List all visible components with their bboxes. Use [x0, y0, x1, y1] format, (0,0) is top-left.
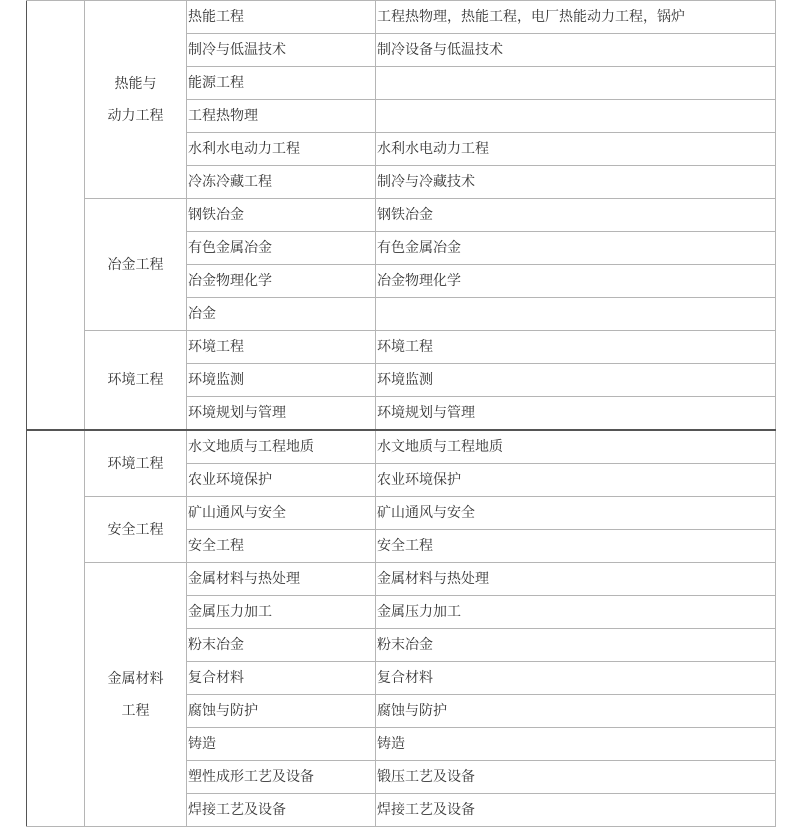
major-cell: 水利水电动力工程: [187, 133, 376, 166]
group-label-line: 热能与: [114, 75, 157, 92]
group-cell: 环境工程: [85, 331, 187, 431]
major-cell: 制冷与低温技术: [187, 34, 376, 67]
old-major-cell: 水文地质与工程地质: [376, 430, 776, 464]
table-row: [27, 199, 776, 232]
table-body: [27, 1, 776, 827]
major-cell: 能源工程: [187, 67, 376, 100]
table-row: [27, 497, 776, 530]
old-major-cell: 制冷设备与低温技术: [376, 34, 776, 67]
major-cell: 腐蚀与防护: [187, 695, 376, 728]
old-major-cell: 钢铁冶金: [376, 199, 776, 232]
major-cell: 金属压力加工: [187, 596, 376, 629]
category-cell: [27, 430, 85, 827]
old-major-cell: 环境监测: [376, 364, 776, 397]
old-major-cell: 工程热物理，热能工程，电厂热能动力工程，锅炉: [376, 1, 776, 34]
old-major-cell: [376, 100, 776, 133]
old-major-cell: 环境规划与管理: [376, 397, 776, 431]
group-label-line: 动力工程: [107, 107, 164, 124]
major-cell: 水文地质与工程地质: [187, 430, 376, 464]
major-cell: 冷冻冷藏工程: [187, 166, 376, 199]
old-major-cell: 安全工程: [376, 530, 776, 563]
major-cell: 粉末冶金: [187, 629, 376, 662]
major-mapping-table: [26, 0, 776, 827]
old-major-cell: 环境工程: [376, 331, 776, 364]
major-cell: 钢铁冶金: [187, 199, 376, 232]
old-major-cell: 金属材料与热处理: [376, 563, 776, 596]
table-row: [27, 430, 776, 464]
major-cell: 铸造: [187, 728, 376, 761]
table-row: [27, 331, 776, 364]
major-cell: 有色金属冶金: [187, 232, 376, 265]
old-major-cell: 复合材料: [376, 662, 776, 695]
major-cell: 焊接工艺及设备: [187, 794, 376, 827]
old-major-cell: 金属压力加工: [376, 596, 776, 629]
major-cell: 复合材料: [187, 662, 376, 695]
old-major-cell: [376, 298, 776, 331]
old-major-cell: 农业环境保护: [376, 464, 776, 497]
old-major-cell: 冶金物理化学: [376, 265, 776, 298]
major-cell: 环境规划与管理: [187, 397, 376, 431]
old-major-cell: 矿山通风与安全: [376, 497, 776, 530]
group-cell: [85, 563, 187, 827]
major-cell: 塑性成形工艺及设备: [187, 761, 376, 794]
major-cell: 环境监测: [187, 364, 376, 397]
old-major-cell: 水利水电动力工程: [376, 133, 776, 166]
old-major-cell: 焊接工艺及设备: [376, 794, 776, 827]
major-cell: 农业环境保护: [187, 464, 376, 497]
major-cell: 工程热物理: [187, 100, 376, 133]
category-cell: [27, 1, 85, 431]
group-label-line: 金属材料: [107, 670, 164, 687]
group-cell: [85, 1, 187, 199]
old-major-cell: 粉末冶金: [376, 629, 776, 662]
group-cell: 冶金工程: [85, 199, 187, 331]
major-cell: 热能工程: [187, 1, 376, 34]
old-major-cell: 制冷与冷藏技术: [376, 166, 776, 199]
old-major-cell: 锻压工艺及设备: [376, 761, 776, 794]
table-row: [27, 563, 776, 596]
table-row: [27, 1, 776, 34]
old-major-cell: 有色金属冶金: [376, 232, 776, 265]
major-cell: 安全工程: [187, 530, 376, 563]
group-cell: 环境工程: [85, 430, 187, 497]
group-label-line: 工程: [121, 702, 150, 719]
old-major-cell: 铸造: [376, 728, 776, 761]
major-cell: 矿山通风与安全: [187, 497, 376, 530]
major-cell: 冶金: [187, 298, 376, 331]
old-major-cell: [376, 67, 776, 100]
major-mapping-table-container: [26, 0, 775, 827]
group-cell: 安全工程: [85, 497, 187, 563]
major-cell: 环境工程: [187, 331, 376, 364]
old-major-cell: 腐蚀与防护: [376, 695, 776, 728]
major-cell: 金属材料与热处理: [187, 563, 376, 596]
major-cell: 冶金物理化学: [187, 265, 376, 298]
